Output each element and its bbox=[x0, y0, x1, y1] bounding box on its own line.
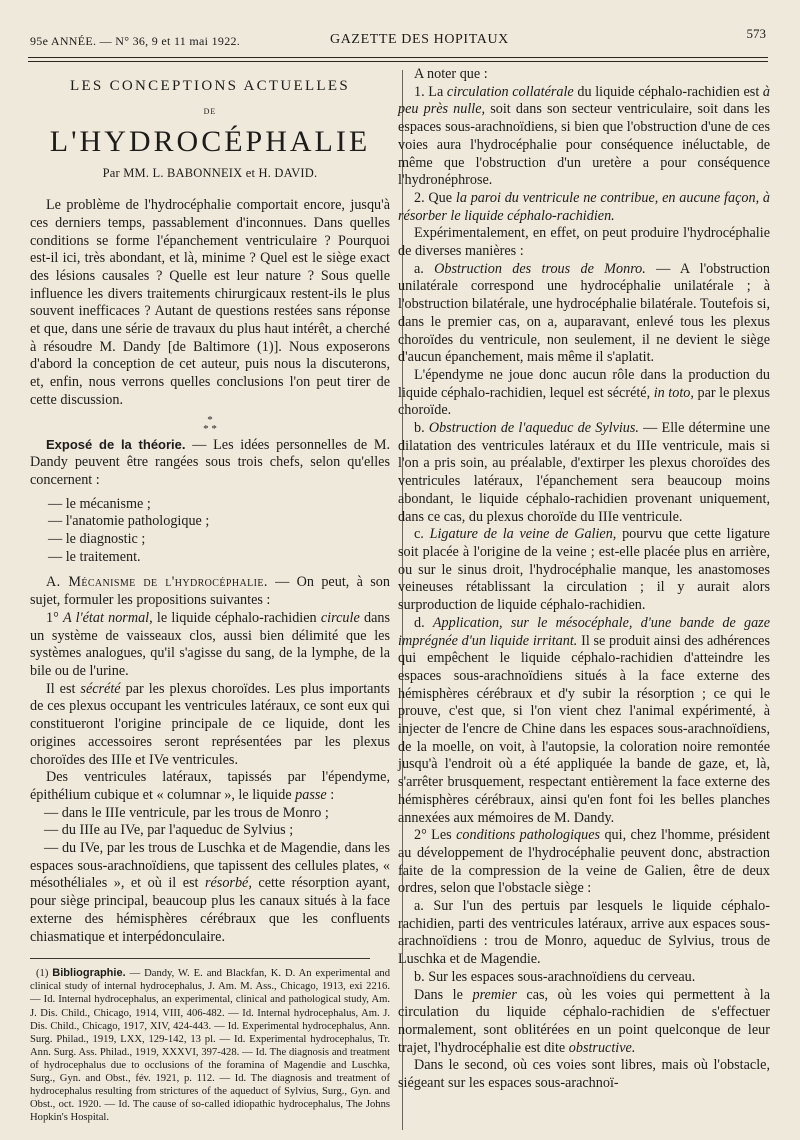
page-number: 573 bbox=[746, 26, 766, 41]
list-item: — le diagnostic ; bbox=[48, 531, 146, 548]
header-rule-thick bbox=[28, 57, 768, 58]
item-a-monro: a. Obstruction des trous de Monro. — A l'obstruction unilatérale correspond une hydrocéphalie unilatérale ; à l'obstruction bilatérale, une hydrocéphalie bilatérale. Toutefois si, dans le premier cas, on a, auparavant, enlevé tous les plexus choroïdes du ventricule, non seulement, il ne devient le siège d'aucun épanchement, mais même il s'aplatit. bbox=[398, 260, 770, 366]
experimental-paragraph: Expérimentalement, en effet, on peut produire l'hydrocéphalie de diverses manières : bbox=[398, 225, 770, 260]
condition-a: a. Sur l'un des pertuis par lesquels le liquide céphalo-rachidien, parti des ventricules latéraux, arrive aux espaces sous-arachnoïdiens : trou de Monro, aqueduc de Sylvius, trous de Luschka et de Magendie. bbox=[398, 898, 770, 968]
secretion-paragraph: Il est sécrété par les plexus choroïdes. Les plus importants de ces plexus occupant les ventricules latéraux, ce sont eux qui constitueront l'origine principale de ce liquide, dont les origines accessoires seront représentées par les plexus choroïdes des IIIe et IVe ventricules. bbox=[30, 680, 390, 768]
condition-b: b. Sur les espaces sous-arachnoïdiens du cerveau. bbox=[414, 968, 696, 985]
section-heading: Exposé de la théorie. bbox=[46, 436, 186, 452]
item-b-sylvius: b. Obstruction de l'aqueduc de Sylvius. — Elle détermine une dilatation des ventricules latéraux et du IIIe ventricule, mais si l'on a pris soin, au préalable, d'extirper les plexus choroïdes des ventricules latéraux, l'épanchement sera beaucoup moins abondant, le liquide céphalo-rachidien provenant uniquement, dans ce cas, du plexus choroïde du IIIe ventricule. bbox=[398, 420, 770, 525]
header-rule-thin bbox=[28, 61, 768, 62]
left-column bbox=[30, 72, 390, 1124]
chefs-list bbox=[48, 496, 390, 567]
passage-item: — du IIIe au IVe, par l'aqueduc de Sylvius ; bbox=[44, 822, 294, 839]
article-main-title: L'HYDROCÉPHALIE bbox=[49, 125, 371, 159]
list-item: — le mécanisme ; bbox=[48, 495, 151, 512]
ependyme-paragraph: L'épendyme ne joue donc aucun rôle dans la production du liquide céphalo-rachidien, lequel est sécrété, in toto, par le plexus choroïde. bbox=[398, 366, 771, 419]
section-stars: * * * bbox=[203, 413, 217, 435]
intro-paragraph: Le problème de l'hydrocéphalie comportait encore, jusqu'à ces derniers temps, passablement d'inconnues. Dans quelles conditions se forme l'épanchement ventriculaire ? Pourquoi est-il ici, très abondant, et là, minime ? Quel est le siège exact des lésions causales ? Quelle est leur nature ? Sous quelle influence les divers traitements chirurgicaux restent-ils le plus souvent inefficaces ? Autant de questions restées sans réponse et que, dans une série de travaux du plus haut intérêt, a cherché à résoudre M. Dandy [de Baltimore (1)]. Nous exposerons d'abord la conception de cet auteur, puis nous la discuterons, et, enfin, nous verrons quelles conclusions l'on peut tirer de cette discussion. bbox=[30, 197, 390, 408]
right-column bbox=[398, 66, 770, 1093]
issue-info: 95e ANNÉE. — N° 36, 9 et 11 mai 1922. bbox=[30, 34, 241, 48]
list-item: — l'anatomie pathologique ; bbox=[48, 513, 210, 530]
running-header bbox=[30, 26, 766, 54]
list-item: — le traitement. bbox=[48, 548, 141, 565]
item-d-application: d. Application, sur le mésocéphale, d'une bande de gaze imprégnée d'un liquide irritant. Il se produit ainsi des adhérences qui empêchent le liquide céphalo-rachidien d'atteindre les espaces sous-arachnoïdiens situés à la face externe des hémisphères cérébraux et d'y subir la résorption ; ce qui le prouve, c'est que, si l'on vient chez l'animal expérimenté, à injecter de l'encre de Chine dans les espaces sous-arachnoïdiens, de la moelle, on voit, à l'autopsie, la coloration noire remontée jusqu'à l'endroit où a été appliquée la bande de gaze, et, là, s'arrêter brusquement, respectant entièrement la face externe des hémisphères cérébraux, ainsi qu'en font foi les belles planches annexées aux mémoires de M. Dandy. bbox=[398, 614, 770, 826]
passage-paragraph: Des ventricules latéraux, tapissés par l'épendyme, épithélium cubique et « columnar », le liquide passe : bbox=[30, 769, 390, 803]
journal-title: GAZETTE DES HOPITAUX bbox=[330, 32, 509, 47]
theory-paragraph: Exposé de la théorie. — Les idées personnelles de M. Dandy peuvent être rangées sous trois chefs, selon qu'elles concernent : bbox=[30, 436, 391, 488]
article-title-line: LES CONCEPTIONS ACTUELLES bbox=[69, 78, 350, 94]
note-intro: A noter que : bbox=[414, 66, 488, 82]
item-c-galien: c. Ligature de la veine de Galien, pourvu que cette ligature soit placée à l'origine de la veine ; est-elle placée plus en arrière, ou sur le sinus droit, l'hydrocéphalie manque, les anastomoses veineuses rétablissant la circulation ; il y aurait alors surproduction de liquide céphalo-rachidien. bbox=[398, 526, 770, 614]
passage-item: — dans le IIIe ventricule, par les trous de Monro ; bbox=[44, 804, 329, 821]
pathological-conditions: 2° Les conditions pathologiques qui, chez l'homme, président au développement de l'hydrocéphalie peuvent donc, abstraction faite de la compression de la veine de Galien, être de deux ordres, selon que l'obstacle siège : bbox=[398, 827, 770, 897]
subsection-label: A. Mécanisme de l'hydrocéphalie. bbox=[46, 574, 268, 591]
note-2: 2. Que la paroi du ventricule ne contribue, en aucune façon, à résorber le liquide céphalo-rachidien. bbox=[398, 189, 771, 224]
footnote-rule bbox=[30, 958, 370, 959]
passage-item: — du IVe, par les trous de Luschka et de Magendie, dans les espaces sous-arachnoïdiens, que tapissent des cellules plates, « mésothéliales », et où il est résorbé, cette résorption ayant, pour siège principal, beaucoup plus les canaux situés à la face externe des hémisphères cérébraux que les confluents chiasmatique et interpédonculaire. bbox=[30, 840, 390, 945]
normal-state-paragraph: 1° A l'état normal, le liquide céphalo-rachidien circule dans un système de vaisseaux clos, aussi bien délimité que les systèmes analogues, qu'il s'agisse du sang, de la lymphe, de la bile ou de l'urine. bbox=[30, 609, 390, 679]
article-title-de: DE bbox=[203, 106, 217, 116]
second-case-paragraph: Dans le second, où ces voies sont libres, mais où l'obstacle, siégeant sur les espaces sous-arachnoï- bbox=[398, 1057, 770, 1092]
bibliography-footnote: (1) Bibliographie. — Dandy, W. E. and Blackfan, K. D. An experimental and clinical study of internal hydrocephalus, J. Am. M. Ass., Chicago, 1913, exi 2216. — Id. Internal hydrocephalus, an experimental, clinical and pathological study, Am. J. Dis. Child., Chicago, 1914, VIII, 406-482. — Id. Internal hydrocephalus, Am. J. Dis. Child., Chicago, 1917, XIV, 424-443. — Id. Experimental hydrocephalus, Ann. Surg. Philad., 1919, LXX, 129-142, 13 pl. — Id. Experimental hydrocephalus, Tr. Ann. Surg. Ass. Philad., 1919, XXXVI, 397-428. — Id. The diagnosis and treatment of hydrocephalus due to occlusions of the foramina of Magendie and Luschka, Surg., Gyn. and Obst., fév. 1921, p. 112. — Id. The diagnosis and treatment of hydrocephalus resulting from strictures of the aqueduct of Sylvius, Surg., Gyn. and Obst., oct. 1920. — Id. The cause of so-called idiopathic hydrocephalus, The Johns Hopkin's Hospital. bbox=[30, 967, 390, 1124]
footnote-heading: Bibliographie. bbox=[52, 967, 126, 980]
note-1: 1. La circulation collatérale du liquide céphalo-rachidien est à peu près nulle, soit dans son secteur ventriculaire, soit dans les espaces sous-arachnoïdiens, si bien que l'obstruction d'une de ces voies aura l'hydrocéphalie pour conséquence inéluctable, de même que l'obstruction d'un uretère a pour conséquence l'hydronéphrose. bbox=[398, 83, 770, 189]
article-authors: Par MM. L. BABONNEIX et H. DAVID. bbox=[102, 166, 318, 181]
first-case-paragraph: Dans le premier cas, où les voies qui permettent à la circulation du liquide céphalo-rachidien de s'effectuer normalement, sont oblitérées en un point quelconque de leur trajet, l'hydrocéphalie est dite obstructive. bbox=[398, 986, 770, 1056]
mecanisme-paragraph: A. Mécanisme de l'hydrocéphalie. — On peut, à son sujet, formuler les propositions suivantes : bbox=[30, 574, 390, 609]
